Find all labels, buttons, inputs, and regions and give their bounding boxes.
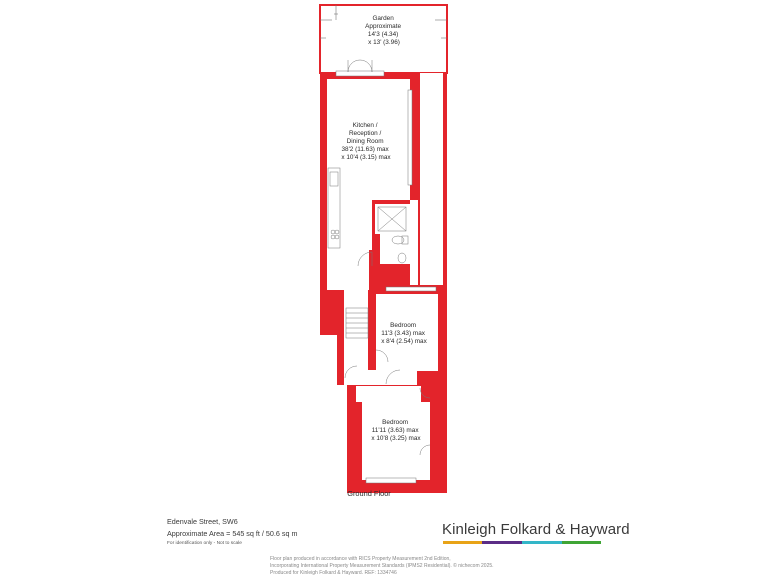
bedroom2-label: Bedroom 11'11 (3.63) max x 10'8 (3.25) max [371, 419, 421, 442]
kitchen-label: Kitchen / Reception / Dining Room 38'2 (11.63) max x 10'4 (3.15) max [341, 122, 391, 161]
side-return [419, 73, 443, 285]
brand-bar-purple [482, 541, 522, 544]
disclaimer-line-1: Floor plan produced in accordance with RICS Property Measurement 2nd Edition, [270, 556, 451, 562]
brand-name: Kinleigh Folkard & Hayward [442, 521, 630, 538]
brand-bar-orange [443, 541, 482, 544]
garden-label: Garden Approximate 14'3 (4.34) x 13' (3.96) [365, 15, 402, 46]
floor-label: Ground Floor [347, 489, 391, 498]
bedroom1-window [386, 287, 436, 291]
area-text: Approximate Area = 545 sq ft / 50.6 sq m [167, 529, 298, 538]
brand-bar-green [562, 541, 601, 544]
bedroom-window [366, 478, 416, 483]
scale-note: For identification only - Not to scale [167, 541, 242, 546]
brand-bar-teal [522, 541, 562, 544]
disclaimer-line-2: Incorporating International Property Measurement Standards (IPMS2 Residential). © nichecom 2025. [270, 563, 494, 569]
kitchen-window-right [408, 90, 412, 185]
bedroom1-label: Bedroom 11'3 (3.43) max x 8'4 (2.54) max [381, 322, 427, 345]
disclaimer-line-3: Produced for Kinleigh Folkard & Hayward. REF: 1334746 [270, 570, 397, 576]
address-text: Edenvale Street, SW6 [167, 517, 238, 526]
